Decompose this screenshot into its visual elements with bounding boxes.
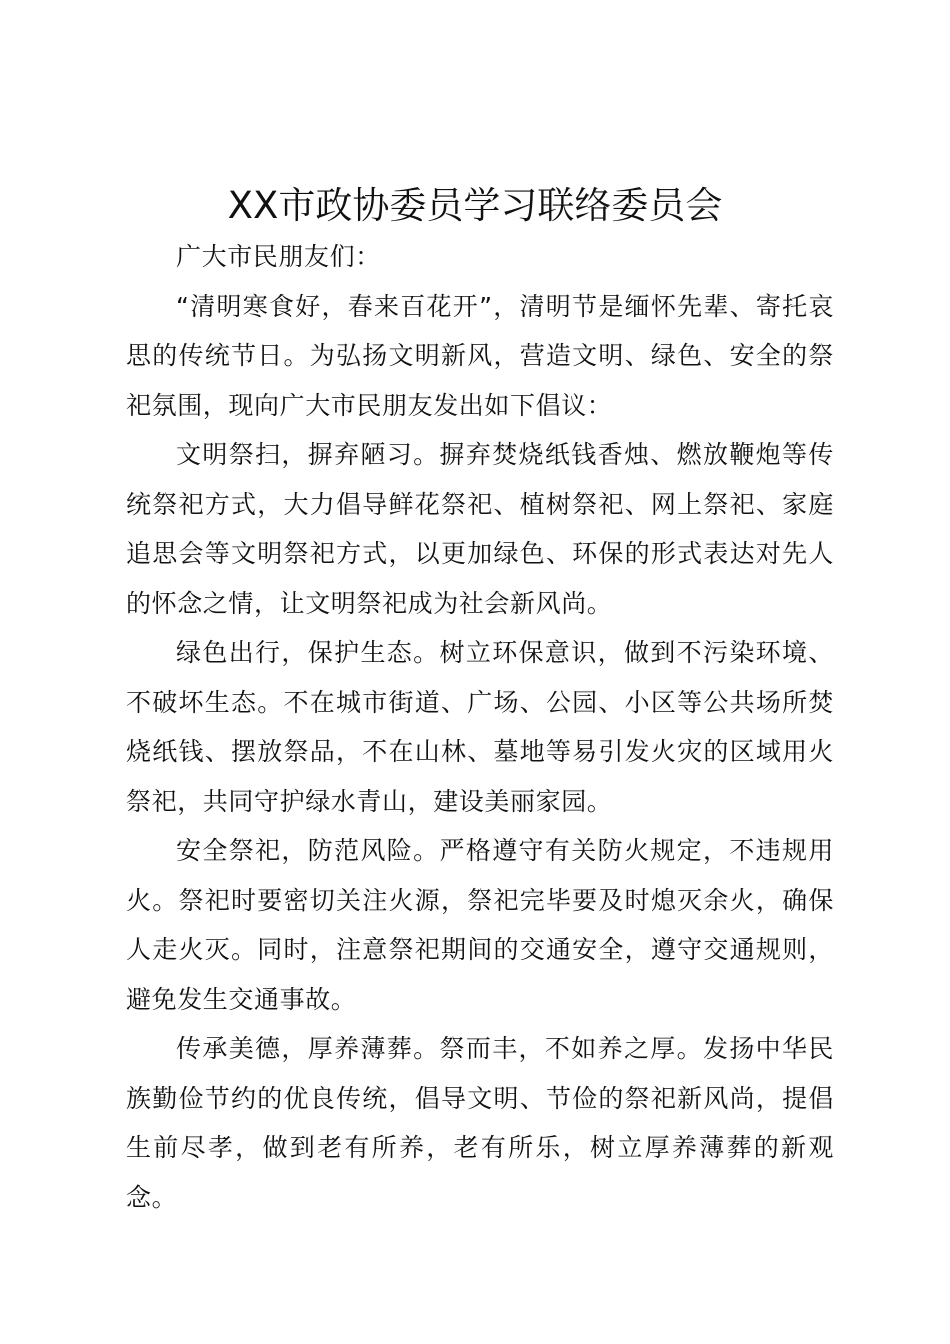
paragraph-inherit-virtue: 传承美德，厚养薄葬。祭而丰，不如养之厚。发扬中华民族勤俭节约的优良传统，倡导文明、节俭的祭祀新风尚，提倡生前尽孝，做到老有所养，老有所乐，树立厚养薄葬的新观念。 bbox=[126, 1034, 834, 1212]
salutation: 广大市民朋友们： bbox=[176, 242, 381, 271]
document-title: XX市政协委员学习联络委员会 bbox=[227, 184, 723, 227]
paragraph-safe-worship: 安全祭祀，防范风险。严格遵守有关防火规定，不违规用火。祭祀时要密切关注火源，祭祀完毕要及时熄灭余火，确保人走火灭。同时，注意祭祀期间的交通安全，遵守交通规则，避免发生交通事故。 bbox=[126, 836, 834, 1014]
paragraph-intro: “清明寒食好，春来百花开”，清明节是缅怀先辈、寄托哀思的传统节日。为弘扬文明新风，营造文明、绿色、安全的祭祀氛围，现向广大市民朋友发出如下倡议： bbox=[126, 291, 834, 420]
document-body bbox=[126, 232, 834, 1222]
paragraph-civilized-sweeping: 文明祭扫，摒弃陋习。摒弃焚烧纸钱香烛、燃放鞭炮等传统祭祀方式，大力倡导鲜花祭祀、植树祭祀、网上祭祀、家庭追思会等文明祭祀方式，以更加绿色、环保的形式表达对先人的怀念之情，让文明祭祀成为社会新风尚。 bbox=[126, 440, 834, 618]
paragraph-green-travel: 绿色出行，保护生态。树立环保意识，做到不污染环境、不破坏生态。不在城市街道、广场、公园、小区等公共场所焚烧纸钱、摆放祭品，不在山林、墓地等易引发火灾的区域用火祭祀，共同守护绿水青山，建设美丽家园。 bbox=[126, 638, 834, 816]
